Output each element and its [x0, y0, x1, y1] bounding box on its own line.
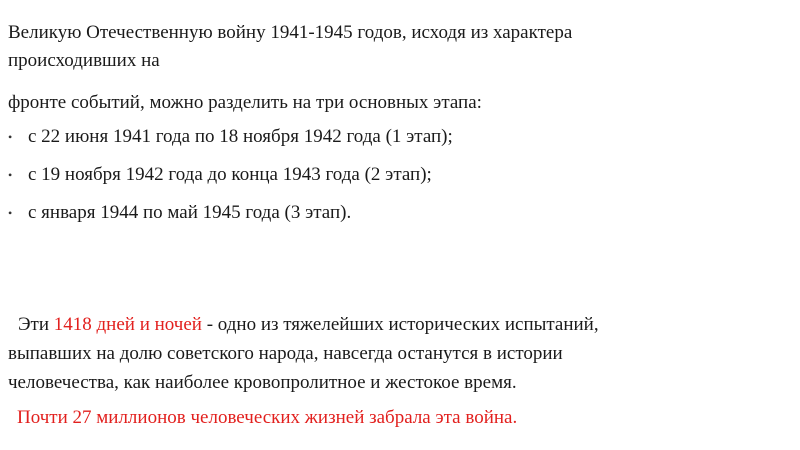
intro-line-3: фронте событий, можно разделить на три основных этапа:	[8, 92, 482, 113]
intro-line-1: Великую Отечественную войну 1941-1945 годов, исходя из характера	[8, 22, 573, 43]
bullet-icon: •	[8, 168, 13, 182]
stage-text: с 19 ноября 1942 года до конца 1943 года (2 этап);	[28, 164, 432, 185]
stage-text: с января 1944 по май 1945 года (3 этап).	[28, 202, 352, 223]
bullet-icon: •	[8, 130, 13, 144]
summary-line-3: человечества, как наиболее кровопролитное и жестокое время.	[8, 372, 517, 393]
summary-highlight: 1418 дней и ночей	[53, 314, 202, 335]
summary-prefix: Эти	[18, 314, 54, 335]
bullet-icon: •	[8, 206, 13, 220]
summary-line-1	[18, 313, 599, 337]
stage-text: с 22 июня 1941 года по 18 ноября 1942 года (1 этап);	[28, 126, 453, 147]
summary-line-1-rest: - одно из тяжелейших исторических испытаний,	[201, 314, 599, 335]
summary-line-2: выпавших на долю советского народа, навсегда останутся в истории	[8, 343, 563, 364]
conclusion-text: Почти 27 миллионов человеческих жизней забрала эта война.	[17, 407, 518, 428]
intro-line-2: происходивших на	[8, 50, 160, 71]
